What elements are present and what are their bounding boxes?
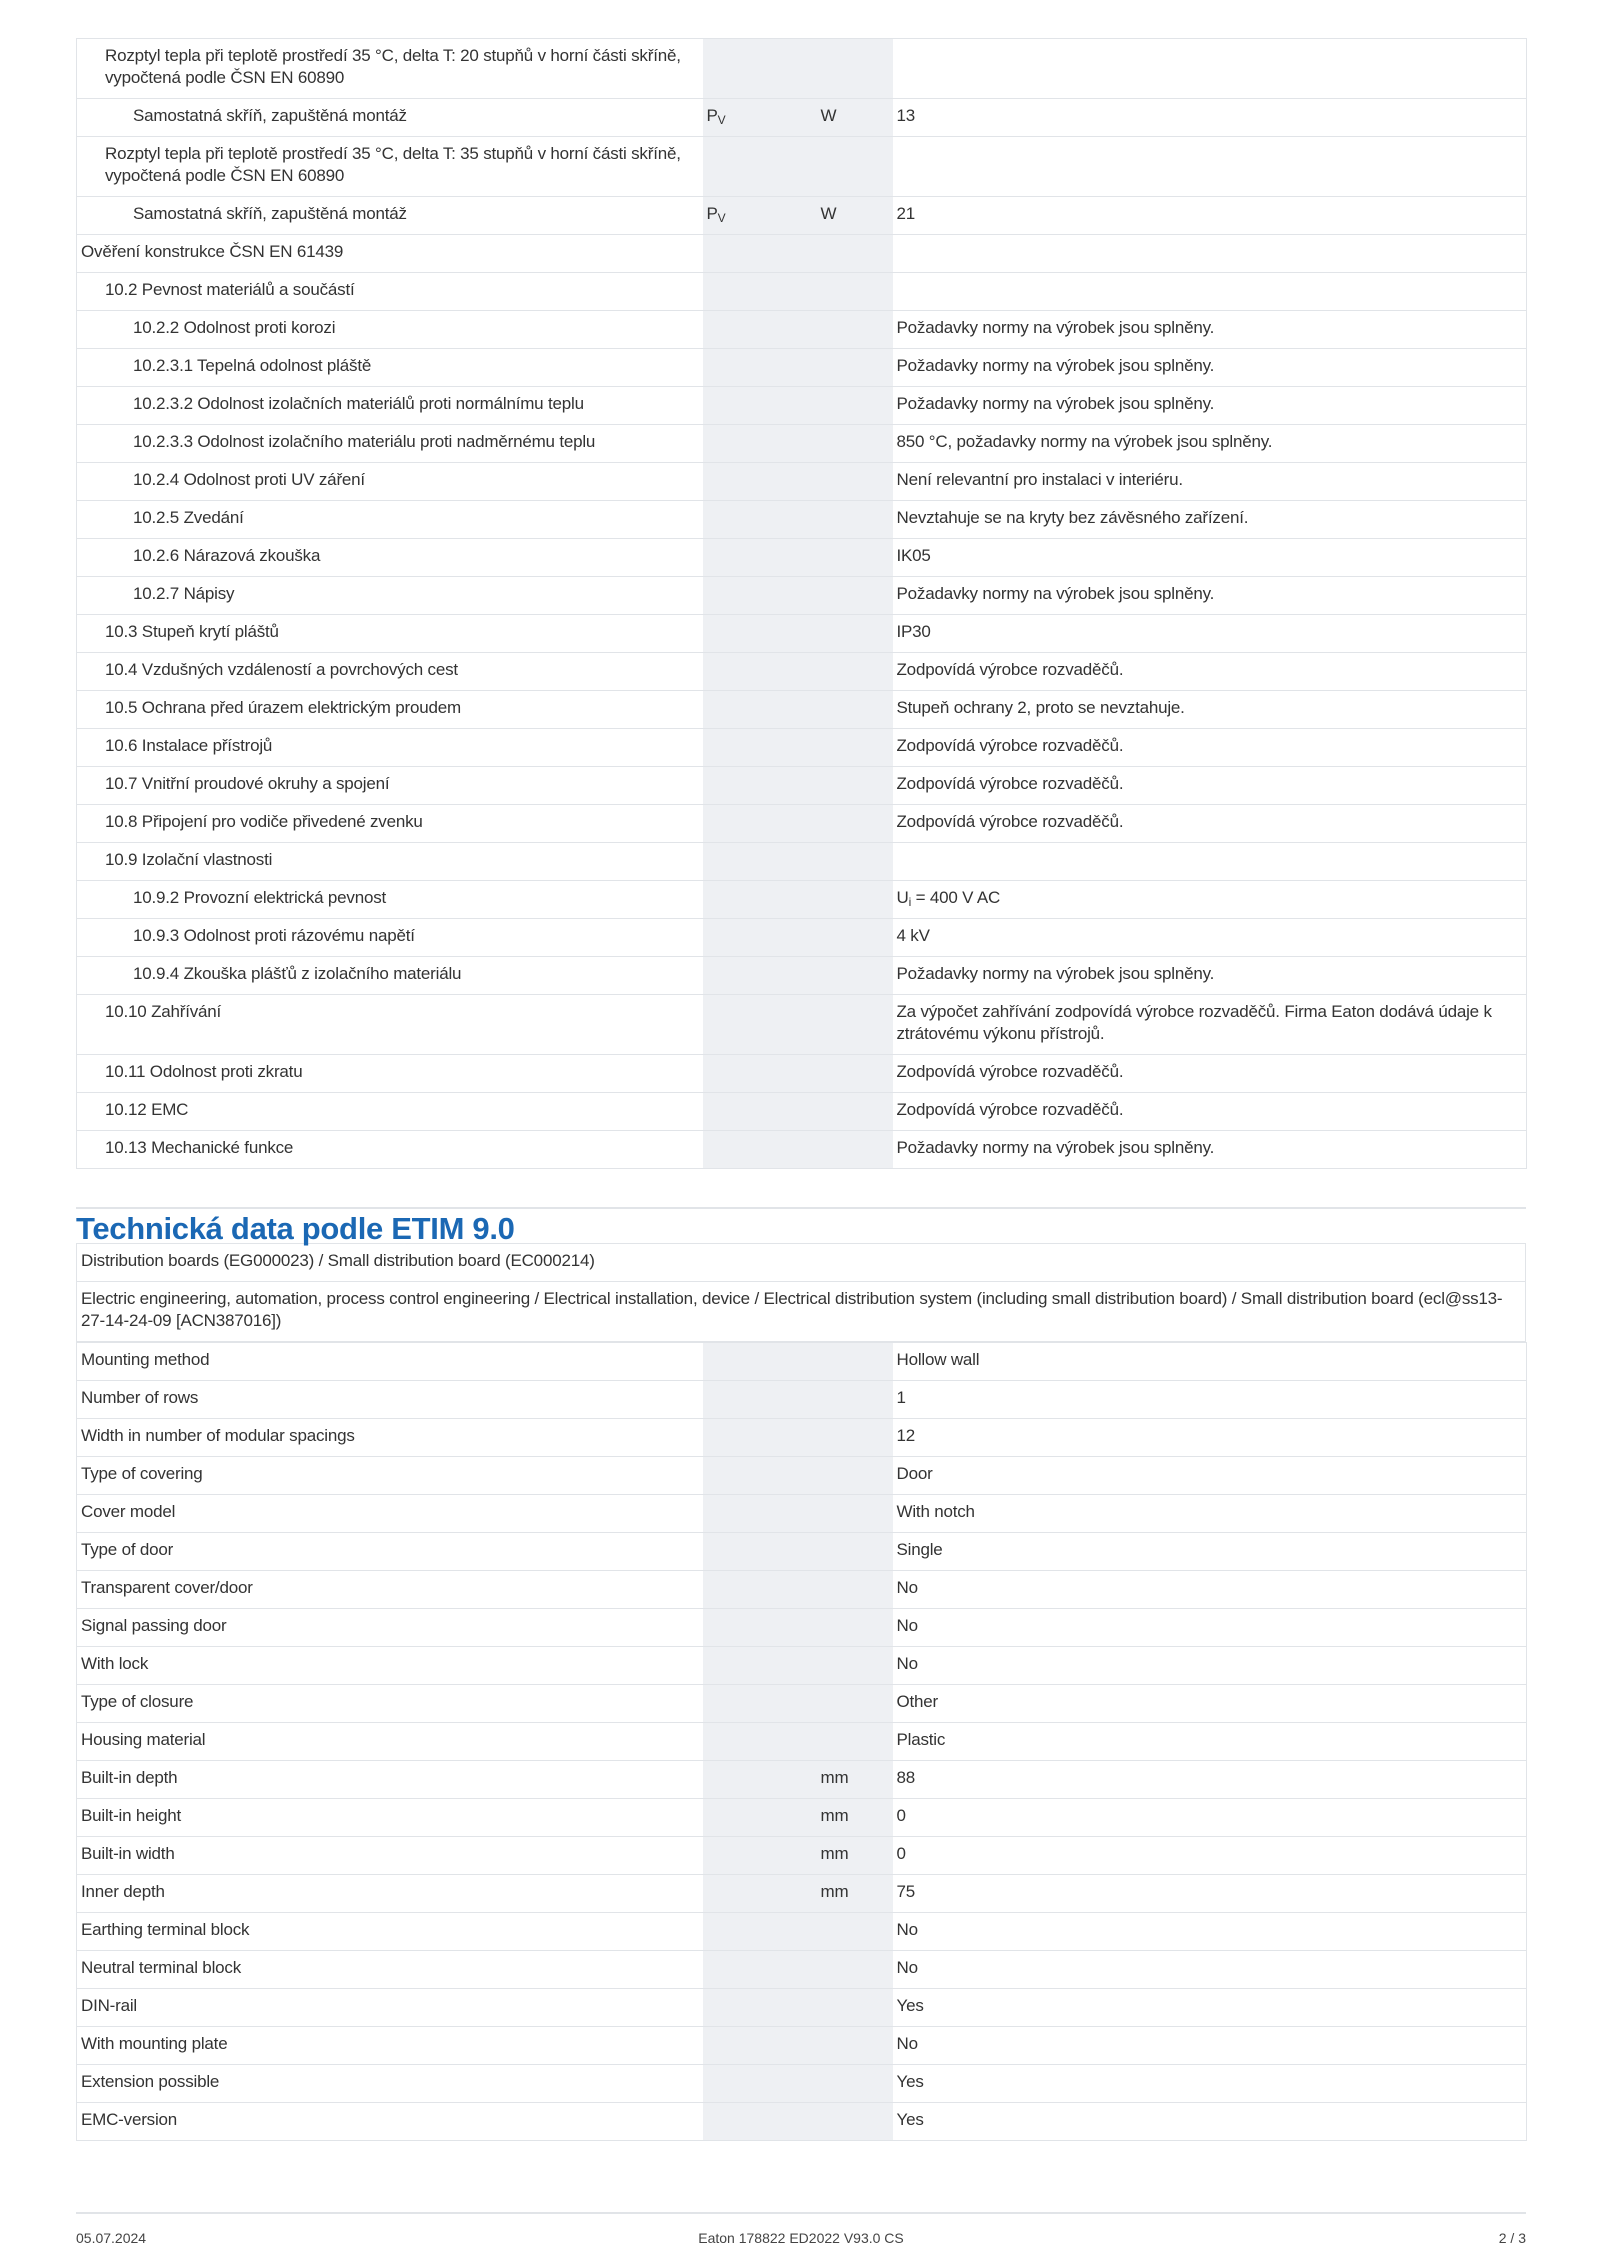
- value-main: Zodpovídá výrobce rozvaděčů.: [896, 736, 1124, 755]
- table-row: [77, 1381, 1527, 1419]
- value-main: Za výpočet zahřívání zodpovídá výrobce rozvaděčů. Firma Eaton dodává údaje k ztrátovému výkonu přístrojů.: [896, 1002, 1492, 1043]
- row-label: 10.2.3.3 Odolnost izolačního materiálu proti nadměrnému teplu: [77, 425, 703, 463]
- table-row: [77, 99, 1527, 137]
- row-symbol: [703, 1131, 817, 1169]
- row-symbol: [703, 501, 817, 539]
- table-row: [77, 1457, 1527, 1495]
- table-row: [77, 881, 1527, 919]
- row-label: 10.2.7 Nápisy: [77, 577, 703, 615]
- row-label: 10.9.3 Odolnost proti rázovému napětí: [77, 919, 703, 957]
- etim-symbol: [703, 1419, 817, 1457]
- value-main: Zodpovídá výrobce rozvaděčů.: [896, 660, 1124, 679]
- etim-unit: [817, 1343, 893, 1381]
- row-label: 10.3 Stupeň krytí pláštů: [77, 615, 703, 653]
- row-unit: [817, 615, 893, 653]
- row-unit: [817, 463, 893, 501]
- table-row: [77, 1913, 1527, 1951]
- row-unit: [817, 805, 893, 843]
- table-row: [77, 1685, 1527, 1723]
- etim-path-line: Electric engineering, automation, process control engineering / Electrical installation, device / Electrical distribution system (including small distribution board) / Small distribution board (ecl@ss13-27-14-24-09 [ACN387016]): [77, 1282, 1526, 1342]
- etim-label: Type of covering: [77, 1457, 703, 1495]
- value-main: IK05: [896, 546, 931, 565]
- symbol-main: P: [706, 106, 718, 125]
- row-symbol: [703, 349, 817, 387]
- value-main: Nevztahuje se na kryty bez závěsného zařízení.: [896, 508, 1249, 527]
- table-row: [77, 767, 1527, 805]
- row-symbol: [703, 805, 817, 843]
- table-row: [77, 1989, 1527, 2027]
- etim-symbol: [703, 1989, 817, 2027]
- etim-unit: [817, 1533, 893, 1571]
- row-unit: [817, 425, 893, 463]
- row-value: [893, 691, 1527, 729]
- row-value: [893, 995, 1527, 1055]
- etim-symbol: [703, 1837, 817, 1875]
- row-value: [893, 463, 1527, 501]
- row-symbol: [703, 957, 817, 995]
- etim-unit: [817, 1685, 893, 1723]
- row-unit: [817, 39, 893, 99]
- row-symbol: [703, 99, 817, 137]
- etim-symbol: [703, 1343, 817, 1381]
- table-row: [77, 311, 1527, 349]
- value-main: Požadavky normy na výrobek jsou splněny.: [896, 584, 1215, 603]
- row-symbol: [703, 1055, 817, 1093]
- etim-unit: [817, 1913, 893, 1951]
- row-value: [893, 805, 1527, 843]
- etim-heading-wrap: [76, 1207, 1526, 1246]
- footer-date: 05.07.2024: [76, 2230, 147, 2246]
- row-value: [893, 881, 1527, 919]
- etim-label: Transparent cover/door: [77, 1571, 703, 1609]
- table-row: [77, 1571, 1527, 1609]
- table-row: [77, 2065, 1527, 2103]
- row-value: [893, 235, 1527, 273]
- row-label: 10.2 Pevnost materiálů a součástí: [77, 273, 703, 311]
- etim-symbol: [703, 1875, 817, 1913]
- etim-symbol: [703, 1913, 817, 1951]
- row-unit: W: [817, 99, 893, 137]
- value-main: Požadavky normy na výrobek jsou splněny.: [896, 356, 1215, 375]
- row-unit: [817, 387, 893, 425]
- row-symbol: [703, 881, 817, 919]
- etim-unit: [817, 1571, 893, 1609]
- etim-value: No: [893, 1609, 1527, 1647]
- etim-value: No: [893, 1913, 1527, 1951]
- row-label: 10.9 Izolační vlastnosti: [77, 843, 703, 881]
- row-symbol: [703, 995, 817, 1055]
- etim-unit: mm: [817, 1799, 893, 1837]
- etim-unit: [817, 1989, 893, 2027]
- symbol-subscript: V: [717, 113, 726, 127]
- value-main: Zodpovídá výrobce rozvaděčů.: [896, 1062, 1124, 1081]
- etim-value: 12: [893, 1419, 1527, 1457]
- etim-symbol: [703, 2027, 817, 2065]
- row-unit: [817, 235, 893, 273]
- row-symbol: [703, 387, 817, 425]
- table-row: [77, 39, 1527, 99]
- row-unit: [817, 881, 893, 919]
- etim-value: No: [893, 1571, 1527, 1609]
- row-symbol: [703, 39, 817, 99]
- table-row: [77, 501, 1527, 539]
- value-main: Zodpovídá výrobce rozvaděčů.: [896, 1100, 1124, 1119]
- etim-label: With mounting plate: [77, 2027, 703, 2065]
- etim-class-table: [76, 1243, 1526, 1342]
- row-label: 10.2.3.1 Tepelná odolnost pláště: [77, 349, 703, 387]
- table-row: [77, 615, 1527, 653]
- etim-unit: [817, 1723, 893, 1761]
- etim-label: Built-in width: [77, 1837, 703, 1875]
- table-row: [77, 1951, 1527, 1989]
- value-main: Zodpovídá výrobce rozvaděčů.: [896, 774, 1124, 793]
- row-symbol: [703, 577, 817, 615]
- etim-label: EMC-version: [77, 2103, 703, 2141]
- etim-symbol: [703, 2103, 817, 2141]
- row-unit: [817, 311, 893, 349]
- row-unit: W: [817, 197, 893, 235]
- value-main: 850 °C, požadavky normy na výrobek jsou splněny.: [896, 432, 1273, 451]
- etim-label: Type of closure: [77, 1685, 703, 1723]
- table-row: [77, 1055, 1527, 1093]
- table-row: [77, 1495, 1527, 1533]
- etim-label: Type of door: [77, 1533, 703, 1571]
- value-subscript: i: [908, 895, 912, 909]
- row-unit: [817, 767, 893, 805]
- footer-page-number: 2 / 3: [1498, 2230, 1526, 2246]
- row-symbol: [703, 729, 817, 767]
- etim-value: 75: [893, 1875, 1527, 1913]
- row-label: 10.9.4 Zkouška plášťů z izolačního materiálu: [77, 957, 703, 995]
- value-main: IP30: [896, 622, 931, 641]
- row-label: 10.5 Ochrana před úrazem elektrickým proudem: [77, 691, 703, 729]
- etim-value: 0: [893, 1799, 1527, 1837]
- row-value: [893, 767, 1527, 805]
- table-row: [77, 1837, 1527, 1875]
- row-unit: [817, 691, 893, 729]
- row-unit: [817, 729, 893, 767]
- table-row: [77, 1723, 1527, 1761]
- etim-symbol: [703, 1951, 817, 1989]
- row-label: 10.11 Odolnost proti zkratu: [77, 1055, 703, 1093]
- value-main: 4 kV: [896, 926, 930, 945]
- etim-unit: [817, 2027, 893, 2065]
- etim-value: Yes: [893, 1989, 1527, 2027]
- row-value: [893, 311, 1527, 349]
- etim-label: Inner depth: [77, 1875, 703, 1913]
- page-content: [76, 38, 1526, 2141]
- table-row: [77, 1875, 1527, 1913]
- row-unit: [817, 995, 893, 1055]
- etim-value: Door: [893, 1457, 1527, 1495]
- etim-unit: mm: [817, 1837, 893, 1875]
- etim-label: Extension possible: [77, 2065, 703, 2103]
- row-label: 10.9.2 Provozní elektrická pevnost: [77, 881, 703, 919]
- row-label: 10.13 Mechanické funkce: [77, 1131, 703, 1169]
- row-value: [893, 1055, 1527, 1093]
- row-symbol: [703, 463, 817, 501]
- row-symbol: [703, 137, 817, 197]
- row-value: [893, 539, 1527, 577]
- value-main: 21: [896, 204, 916, 223]
- etim-label: Signal passing door: [77, 1609, 703, 1647]
- row-label: 10.7 Vnitřní proudové okruhy a spojení: [77, 767, 703, 805]
- etim-label: Cover model: [77, 1495, 703, 1533]
- row-unit: [817, 137, 893, 197]
- table-row: [77, 1093, 1527, 1131]
- value-main: Zodpovídá výrobce rozvaděčů.: [896, 812, 1124, 831]
- etim-value: Hollow wall: [893, 1343, 1527, 1381]
- table-row: [77, 653, 1527, 691]
- row-unit: [817, 539, 893, 577]
- row-label: Rozptyl tepla při teplotě prostředí 35 °C, delta T: 35 stupňů v horní části skříně, vypočtená podle ČSN EN 60890: [77, 137, 703, 197]
- row-symbol: [703, 273, 817, 311]
- table-row: [77, 1761, 1527, 1799]
- row-value: [893, 729, 1527, 767]
- etim-value: Other: [893, 1685, 1527, 1723]
- row-symbol: [703, 425, 817, 463]
- row-symbol: [703, 767, 817, 805]
- etim-symbol: [703, 1495, 817, 1533]
- table-row: [77, 539, 1527, 577]
- row-value: [893, 957, 1527, 995]
- row-value: [893, 615, 1527, 653]
- row-label: Samostatná skříň, zapuštěná montáž: [77, 99, 703, 137]
- row-unit: [817, 349, 893, 387]
- etim-unit: [817, 1647, 893, 1685]
- table-row: [77, 805, 1527, 843]
- etim-unit: [817, 1419, 893, 1457]
- table-row: [77, 1609, 1527, 1647]
- etim-label: With lock: [77, 1647, 703, 1685]
- row-label: 10.2.4 Odolnost proti UV záření: [77, 463, 703, 501]
- etim-data-table: [76, 1342, 1527, 2141]
- table-row: [77, 387, 1527, 425]
- table-row: [77, 425, 1527, 463]
- etim-label: Earthing terminal block: [77, 1913, 703, 1951]
- table-row: [77, 1343, 1527, 1381]
- row-symbol: [703, 843, 817, 881]
- symbol-main: P: [706, 204, 718, 223]
- row-unit: [817, 1055, 893, 1093]
- etim-unit: [817, 2065, 893, 2103]
- row-label: 10.4 Vzdušných vzdáleností a povrchových cest: [77, 653, 703, 691]
- row-value: [893, 653, 1527, 691]
- row-unit: [817, 577, 893, 615]
- etim-value: 88: [893, 1761, 1527, 1799]
- row-unit: [817, 919, 893, 957]
- etim-heading: Technická data podle ETIM 9.0: [76, 1211, 515, 1246]
- etim-symbol: [703, 2065, 817, 2103]
- table-row: [77, 995, 1527, 1055]
- table-row: [77, 1533, 1527, 1571]
- etim-unit: [817, 1457, 893, 1495]
- row-label: 10.2.3.2 Odolnost izolačních materiálů proti normálnímu teplu: [77, 387, 703, 425]
- table-row: [77, 137, 1527, 197]
- row-symbol: [703, 197, 817, 235]
- etim-value: Plastic: [893, 1723, 1527, 1761]
- etim-value: No: [893, 2027, 1527, 2065]
- etim-label: DIN-rail: [77, 1989, 703, 2027]
- row-label: 10.2.5 Zvedání: [77, 501, 703, 539]
- etim-label: Built-in height: [77, 1799, 703, 1837]
- etim-label: Width in number of modular spacings: [77, 1419, 703, 1457]
- value-main: Požadavky normy na výrobek jsou splněny.: [896, 394, 1215, 413]
- etim-value: Yes: [893, 2103, 1527, 2141]
- row-value: [893, 273, 1527, 311]
- row-label: Samostatná skříň, zapuštěná montáž: [77, 197, 703, 235]
- etim-unit: [817, 2103, 893, 2141]
- table-row: [77, 2027, 1527, 2065]
- table-row: [77, 2103, 1527, 2141]
- row-value: [893, 137, 1527, 197]
- value-main: U: [896, 888, 909, 907]
- row-value: [893, 99, 1527, 137]
- row-label: Rozptyl tepla při teplotě prostředí 35 °C, delta T: 20 stupňů v horní části skříně, vypočtená podle ČSN EN 60890: [77, 39, 703, 99]
- table-row: [77, 1131, 1527, 1169]
- etim-unit: mm: [817, 1761, 893, 1799]
- table-row: [77, 273, 1527, 311]
- row-label: 10.12 EMC: [77, 1093, 703, 1131]
- row-value: [893, 387, 1527, 425]
- row-value: [893, 1131, 1527, 1169]
- value-main: Požadavky normy na výrobek jsou splněny.: [896, 964, 1215, 983]
- etim-symbol: [703, 1647, 817, 1685]
- row-symbol: [703, 653, 817, 691]
- table-row: [77, 577, 1527, 615]
- footer-document-id: Eaton 178822 ED2022 V93.0 CS: [698, 2230, 904, 2246]
- row-unit: [817, 501, 893, 539]
- value-main: Požadavky normy na výrobek jsou splněny.: [896, 1138, 1215, 1157]
- table-row: [77, 1647, 1527, 1685]
- table-row: [77, 235, 1527, 273]
- etim-symbol: [703, 1381, 817, 1419]
- row-unit: [817, 273, 893, 311]
- etim-value: No: [893, 1951, 1527, 1989]
- table-row: [77, 729, 1527, 767]
- value-tail: = 400 V AC: [911, 888, 1001, 907]
- row-unit: [817, 843, 893, 881]
- etim-symbol: [703, 1685, 817, 1723]
- row-label: 10.2.6 Nárazová zkouška: [77, 539, 703, 577]
- design-verification-table: [76, 38, 1527, 1169]
- row-value: [893, 919, 1527, 957]
- table-row: [77, 957, 1527, 995]
- row-value: [893, 1093, 1527, 1131]
- row-label: Ověření konstrukce ČSN EN 61439: [77, 235, 703, 273]
- table-row: [77, 349, 1527, 387]
- etim-class-line: Distribution boards (EG000023) / Small distribution board (EC000214): [77, 1244, 1526, 1282]
- row-value: [893, 501, 1527, 539]
- etim-value: Single: [893, 1533, 1527, 1571]
- etim-symbol: [703, 1533, 817, 1571]
- row-label: 10.6 Instalace přístrojů: [77, 729, 703, 767]
- etim-unit: [817, 1495, 893, 1533]
- table-row: [77, 463, 1527, 501]
- row-symbol: [703, 539, 817, 577]
- etim-symbol: [703, 1799, 817, 1837]
- value-main: Požadavky normy na výrobek jsou splněny.: [896, 318, 1215, 337]
- row-label: 10.8 Připojení pro vodiče přivedené zvenku: [77, 805, 703, 843]
- row-label: 10.2.2 Odolnost proti korozi: [77, 311, 703, 349]
- etim-label: Built-in depth: [77, 1761, 703, 1799]
- etim-label: Neutral terminal block: [77, 1951, 703, 1989]
- etim-value: Yes: [893, 2065, 1527, 2103]
- table-row: [77, 843, 1527, 881]
- row-symbol: [703, 691, 817, 729]
- row-symbol: [703, 615, 817, 653]
- table-row: [77, 919, 1527, 957]
- etim-unit: [817, 1951, 893, 1989]
- row-unit: [817, 1093, 893, 1131]
- row-unit: [817, 957, 893, 995]
- row-label: 10.10 Zahřívání: [77, 995, 703, 1055]
- value-main: Stupeň ochrany 2, proto se nevztahuje.: [896, 698, 1185, 717]
- value-main: Není relevantní pro instalaci v interiéru.: [896, 470, 1183, 489]
- etim-unit: [817, 1381, 893, 1419]
- etim-symbol: [703, 1571, 817, 1609]
- row-symbol: [703, 311, 817, 349]
- row-unit: [817, 653, 893, 691]
- etim-symbol: [703, 1457, 817, 1495]
- table-row: [77, 197, 1527, 235]
- etim-symbol: [703, 1761, 817, 1799]
- value-main: 13: [896, 106, 916, 125]
- row-symbol: [703, 919, 817, 957]
- row-value: [893, 843, 1527, 881]
- row-value: [893, 39, 1527, 99]
- etim-value: No: [893, 1647, 1527, 1685]
- etim-symbol: [703, 1723, 817, 1761]
- etim-label: Number of rows: [77, 1381, 703, 1419]
- table-row: [77, 1799, 1527, 1837]
- row-value: [893, 577, 1527, 615]
- etim-unit: [817, 1609, 893, 1647]
- row-symbol: [703, 235, 817, 273]
- page-footer: [76, 2212, 1526, 2252]
- row-symbol: [703, 1093, 817, 1131]
- table-row: [77, 691, 1527, 729]
- row-value: [893, 349, 1527, 387]
- etim-label: Mounting method: [77, 1343, 703, 1381]
- etim-symbol: [703, 1609, 817, 1647]
- etim-label: Housing material: [77, 1723, 703, 1761]
- row-value: [893, 425, 1527, 463]
- row-unit: [817, 1131, 893, 1169]
- row-value: [893, 197, 1527, 235]
- etim-unit: mm: [817, 1875, 893, 1913]
- etim-value: 1: [893, 1381, 1527, 1419]
- table-row: [77, 1419, 1527, 1457]
- etim-value: With notch: [893, 1495, 1527, 1533]
- etim-value: 0: [893, 1837, 1527, 1875]
- symbol-subscript: V: [717, 211, 726, 225]
